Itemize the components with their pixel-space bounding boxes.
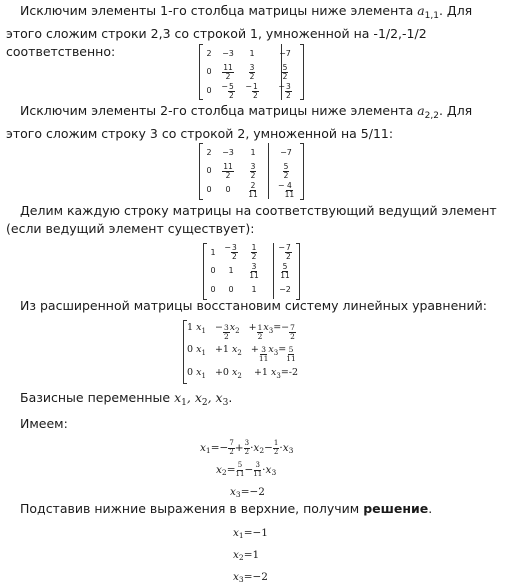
- var-index: 3: [268, 327, 274, 335]
- rhs: =− $\frac{7}{2}$: [273, 322, 295, 341]
- paragraph-have: [6, 415, 500, 433]
- matrix-cell: −3: [222, 147, 234, 157]
- matrix-cell: $\frac{3}{2}$: [250, 161, 256, 180]
- matrix-cell: 1: [251, 285, 257, 295]
- expr-x3: x3=−2: [230, 486, 265, 499]
- matrix-cell: −2: [279, 285, 291, 295]
- matrix-cell: −7: [279, 48, 291, 58]
- matrix-cell: 1: [250, 147, 256, 157]
- paragraph-solution: [6, 500, 500, 518]
- var-index: 1: [201, 372, 206, 380]
- coef: 1: [187, 322, 194, 333]
- var: x: [268, 344, 274, 355]
- matrix-cell: 0: [210, 285, 216, 295]
- paragraph-divide-rows: [6, 202, 500, 238]
- matrix-cell: 1: [249, 48, 255, 58]
- matrix-cell: 0: [206, 67, 212, 77]
- matrix-cell: $\frac{11}{2}$: [223, 161, 233, 180]
- p4-text: Из расширенной матрицы восстановим систему линейных уравнений:: [20, 298, 487, 313]
- p2-text-b: . Для этого сложим строку 3 со строкой 2, умноженной на 5/11:: [6, 103, 473, 141]
- matrix-cell: 2: [206, 48, 212, 58]
- var-index: 1: [201, 327, 206, 335]
- matrix-cell: − $\frac{3}{2}$: [224, 243, 237, 262]
- p6-text: Имеем:: [20, 416, 68, 431]
- p2-element-index: 2,2: [424, 111, 439, 121]
- coef: +0: [214, 367, 229, 378]
- solution-x2: x2=1: [233, 549, 260, 562]
- matrix-cell: 2: [206, 147, 212, 157]
- var-index: 2: [235, 327, 240, 335]
- var-index: 3: [276, 372, 281, 380]
- matrix-cell: $\frac{11}{2}$: [223, 62, 233, 81]
- var: x: [196, 344, 202, 355]
- p5-text: Базисные переменные: [20, 390, 175, 405]
- matrix-cell: $\frac{3}{11}$: [249, 261, 259, 280]
- rhs: =-2: [280, 367, 299, 378]
- p1-text-b: . Для этого сложим строки 2,3 со строкой 1, умноженной на -1/2,-1/2 соответственно:: [6, 3, 473, 59]
- matrix-cell: − $\frac{4}{11}$: [277, 180, 295, 199]
- matrix-cell: $\frac{2}{11}$: [248, 180, 258, 199]
- var: x: [196, 322, 202, 333]
- matrix-cell: $\frac{5}{2}$: [282, 62, 288, 81]
- system-row-1: [187, 322, 296, 341]
- var-index: 3: [273, 349, 279, 357]
- solution-x3: x3=−2: [233, 571, 268, 584]
- coef-frac: + $\frac{1}{2}$: [248, 322, 263, 341]
- var-index: 1: [201, 349, 206, 357]
- var: x: [232, 367, 238, 378]
- matrix-cell: $\frac{5}{2}$: [283, 161, 289, 180]
- matrix-cell: − $\frac{7}{2}$: [278, 243, 291, 262]
- paragraph-basis: Базисные переменные $x_1$, $x_2$, $x_3$.: [20, 390, 233, 408]
- system-row-3: [187, 367, 298, 380]
- matrix-cell: − $\frac{5}{2}$: [221, 81, 234, 100]
- matrix-cell: 0: [225, 185, 231, 195]
- var: x: [196, 367, 202, 378]
- p3-text: Делим каждую строку матрицы на соответствующий ведущий элемент (если ведущий элемент существует):: [6, 203, 497, 236]
- var-index: 2: [237, 349, 242, 357]
- expr-x1: x1=− $\frac{7}{2}$ + $\frac{3}{2}$ ·x2− $\frac{1}{2}$ ·x3: [200, 439, 294, 456]
- matrix-cell: 0: [206, 185, 212, 195]
- matrix-cell: 0: [206, 86, 212, 96]
- coef: 0: [187, 367, 194, 378]
- rhs: = $\frac{5}{11}$: [278, 344, 296, 363]
- matrix-cell: −7: [280, 147, 292, 157]
- coef: +1: [214, 344, 229, 355]
- matrix-cell: 0: [228, 285, 234, 295]
- p7-end: .: [428, 501, 433, 516]
- system-row-2: [187, 344, 296, 363]
- p2-element: a: [417, 103, 425, 118]
- coef: 0: [187, 344, 194, 355]
- p7-text: Подставив нижние выражения в верхние, получим: [20, 501, 364, 516]
- var: x: [270, 367, 277, 378]
- matrix-cell: −3: [222, 48, 234, 58]
- var: x: [232, 344, 238, 355]
- paragraph-eliminate-col2: [6, 102, 500, 143]
- p1-text-a: Исключим элементы 1-го столбца матрицы ниже элемента: [20, 3, 418, 18]
- basis-vars: $x_1$, $x_2$, $x_3$: [174, 390, 229, 408]
- coef-frac: − $\frac{3}{2}$: [214, 322, 229, 341]
- var-index: 2: [237, 372, 242, 380]
- matrix-cell: 1: [228, 266, 234, 276]
- paragraph-restore-system: [6, 297, 500, 315]
- coef-frac: + $\frac{3}{11}$: [250, 344, 269, 363]
- solution-x1: x1=−1: [233, 527, 268, 540]
- matrix-cell: 0: [210, 266, 216, 276]
- matrix-cell: − $\frac{3}{2}$: [278, 81, 291, 100]
- matrix-cell: 1: [210, 247, 216, 257]
- coef: +1: [253, 367, 268, 378]
- p1-element: a: [417, 3, 425, 18]
- p7-bold: решение: [363, 501, 429, 516]
- matrix-cell: $\frac{3}{2}$: [249, 62, 255, 81]
- var: x: [229, 322, 236, 333]
- matrix-cell: 0: [206, 166, 212, 176]
- matrix-cell: $\frac{5}{11}$: [280, 261, 290, 280]
- var: x: [263, 322, 269, 333]
- expr-x2: x2= $\frac{5}{11}$ − $\frac{3}{11}$ ·x3: [216, 461, 277, 478]
- matrix-cell: $\frac{1}{2}$: [251, 243, 257, 262]
- matrix-cell: − $\frac{1}{2}$: [245, 81, 258, 100]
- p2-text-a: Исключим элементы 2-го столбца матрицы ниже элемента: [20, 103, 418, 118]
- p1-element-index: 1,1: [424, 11, 439, 21]
